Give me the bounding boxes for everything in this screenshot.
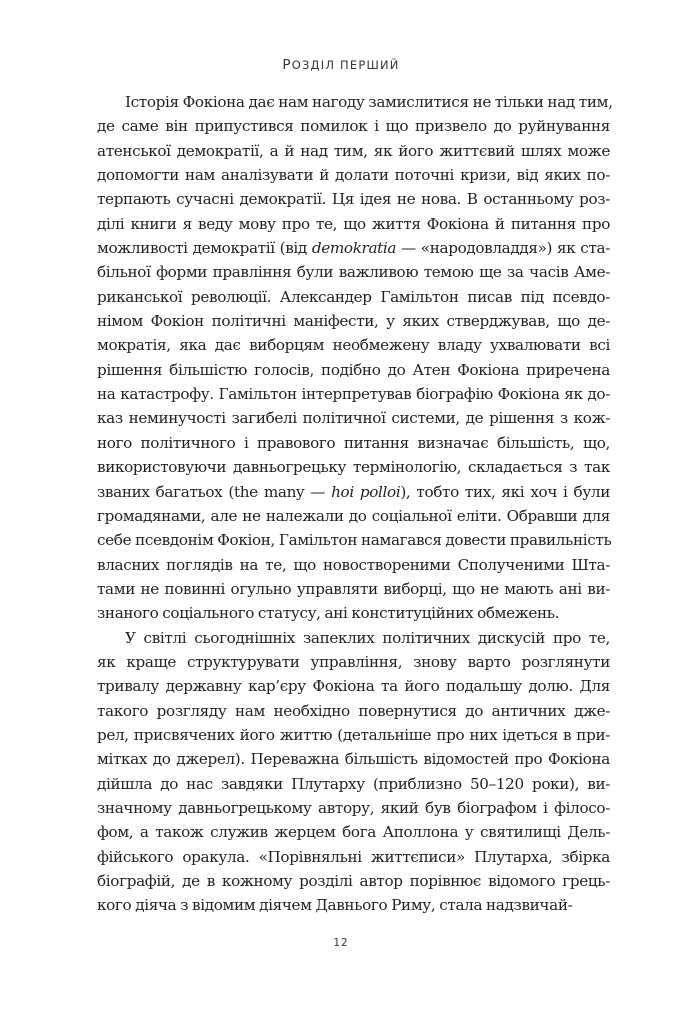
text-line: знаного соціального статусу, ані конституційних обмежень.	[97, 604, 560, 623]
text-line: де саме він припустився помилок і що призвело до руйнування	[97, 117, 610, 136]
text-line: Історія Фокіона дає нам нагоду замислитися не тільки над тим,	[125, 93, 613, 111]
running-head-rest: ОЗДІЛ ПЕРШИЙ	[291, 58, 400, 72]
page-number: 12	[333, 937, 349, 949]
text-line: власних поглядів на те, що новоствореними Сполученими Шта-	[97, 555, 610, 574]
text-line: терпають сучасні демократії. Ця ідея не нова. В останньому роз-	[97, 190, 610, 209]
italic-term: hoi polloi	[331, 482, 401, 501]
text-line: риканської революції. Александер Гамільтон писав під псевдо-	[97, 287, 610, 306]
text-line: можливості демократії (від demokratia — «народовладдя») як ста-	[97, 239, 610, 258]
text-line: званих багатьох (the many — hoi polloi), тобто тих, які хоч і були	[97, 482, 611, 501]
text-line: ділі книги я веду мову про те, що життя Фокіона й питання про	[97, 214, 610, 233]
text-line: німом Фокіон політичні маніфести, у яких стверджував, що де-	[97, 312, 610, 331]
paragraph	[97, 626, 610, 918]
text-line: більної форми правління були важливою темою ще за часів Аме-	[97, 263, 610, 282]
text-line: використовуючи давньогрецьку термінологію, складається з так	[97, 458, 610, 477]
text-line: тами не повинні огульно управляти виборці, що не мають ані ви-	[97, 579, 610, 598]
text-line: як краще структурувати управління, знову варто розглянути	[97, 652, 610, 671]
text-line: атенської демократії, а й над тим, як його життєвий шлях може	[97, 141, 610, 160]
text-line: мократія, яка дає виборцям необмежену владу ухвалювати всі	[97, 336, 610, 355]
text-line: рішення більшістю голосів, подібно до Атен Фокіона приречена	[97, 360, 610, 379]
body-text	[97, 90, 613, 918]
text-line: ного політичного і правового питання визначає більшість, що,	[97, 433, 610, 452]
text-line: фійського оракула. «Порівняльні життєписи» Плутарха, збірка	[97, 847, 610, 866]
text-line: на катастрофу. Гамільтон інтерпретував біографію Фокіона як до-	[97, 385, 610, 404]
text-line: біографій, де в кожному розділі автор порівнює відомого грець-	[97, 872, 610, 890]
text-line: значному давньогрецькому автору, який був біографом і філосо-	[97, 798, 610, 817]
text-line: себе псевдонім Фокіон, Гамільтон намагався довести правильність	[97, 531, 612, 550]
text-line: мітках до джерел). Переважна більшість відомостей про Фокіона	[97, 750, 610, 769]
text-line: кого діяча з відомим діячем Давнього Риму, стала надзвичай-	[97, 896, 573, 915]
text-line: дійшла до нас завдяки Плутарху (приблизно 50–120 роки), ви-	[97, 774, 610, 793]
text-line: каз неминучості загибелі політичної системи, де рішення з кож-	[97, 409, 610, 428]
text-line: громадянами, але не належали до соціальної еліти. Обравши для	[97, 506, 610, 525]
text-line: допомогти нам аналізувати й долати поточні кризи, від яких по-	[97, 166, 610, 185]
italic-term: demokratia	[311, 239, 397, 258]
text-line: рел, присвячених його життю (детальніше про них ідеться в при-	[97, 725, 610, 744]
text-line: фом, а також служив жерцем бога Аполлона у святилищі Дель-	[97, 823, 610, 842]
text-line: тривалу державну кар’єру Фокіона та його подальшу долю. Для	[97, 677, 610, 696]
text-line: У світлі сьогоднішніх запеклих політичних дискусій про те,	[125, 628, 610, 647]
text-line: такого розгляду нам необхідно повернутися до античних дже-	[97, 701, 610, 720]
paragraph	[97, 90, 613, 626]
running-head	[0, 57, 682, 73]
running-head-initial: Р	[282, 57, 292, 73]
